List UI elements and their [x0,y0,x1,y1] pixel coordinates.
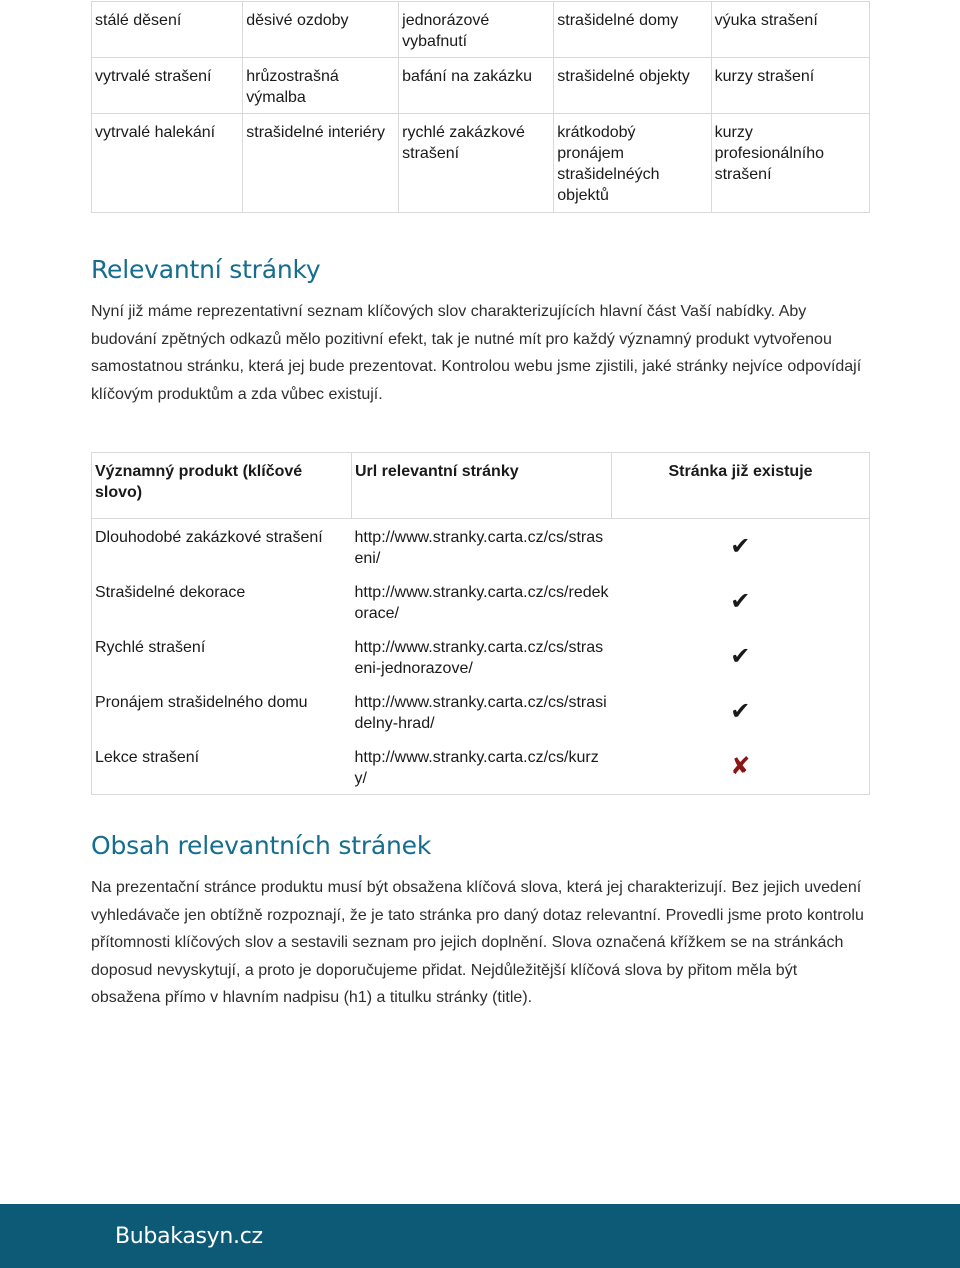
table-row [92,684,870,739]
check-icon: ✔ [612,574,870,629]
section-heading-relevant-pages: Relevantní stránky [91,255,321,284]
keyword-cell: vytrvalé strašení [92,58,243,114]
keyword-cell: hrůzostrašná výmalba [243,58,399,114]
product-cell: Strašidelné dekorace [92,574,352,629]
url-cell[interactable]: http://www.stranky.carta.cz/cs/redekorace/ [354,584,609,622]
keyword-cell: rychlé zakázkové strašení [399,114,554,213]
check-icon: ✔ [612,684,870,739]
footer-bar [0,1204,960,1268]
keyword-cell: kurzy profesionálního strašení [711,114,869,213]
table-row [92,739,870,795]
section-heading-page-content: Obsah relevantních stránek [91,831,432,860]
keyword-cell: děsivé ozdoby [243,2,399,58]
table-row [92,519,870,575]
section-paragraph-page-content: Na prezentační stránce produktu musí být obsažena klíčová slova, která jej charakterizují. Bez jejich uvedení vyhledávače jen obtížně rozpoznají, že je tato stránka pro daný dotaz relevantní. Provedli jsme proto kontrolu přítomnosti klíčových slov a sestavili seznam pro jejich doplnění. Slova označená křížkem se na stránkách doposud nevyskytují, a proto je doporučujeme přidat. Nejdůležitější klíčová slova by přitom měla být obsažena přímo v hlavním nadpisu (h1) a titulku stránky (title). [91,879,864,1006]
column-header-url: Url relevantní stránky [352,453,612,519]
keyword-cell: kurzy strašení [711,58,869,114]
product-cell: Lekce strašení [92,739,352,795]
keyword-cell: strašidelné domy [554,2,711,58]
cross-icon: ✘ [612,739,870,795]
table-header-row [92,453,870,519]
url-cell[interactable]: http://www.stranky.carta.cz/cs/strasidelny-hrad/ [354,694,607,732]
keyword-row [92,58,870,114]
keyword-table [91,1,870,213]
keyword-cell: krátkodobý pronájem strašidelnéých objektů [554,114,711,213]
product-cell: Pronájem strašidelného domu [92,684,352,739]
url-cell[interactable]: http://www.stranky.carta.cz/cs/straseni/ [354,529,604,567]
url-cell[interactable]: http://www.stranky.carta.cz/cs/straseni-jednorazove/ [354,639,604,677]
column-header-exists: Stránka již existuje [612,453,870,519]
section-paragraph-relevant-pages: Nyní již máme reprezentativní seznam klíčových slov charakterizujících hlavní část Vaší nabídky. Aby budování zpětných odkazů mělo pozitivní efekt, tak je nutné mít pro každý významný produkt vytvořenou samostatnou stránku, která jej bude prezentovat. Kontrolou webu jsme zjistili, jaké stránky nejvíce odpovídají klíčovým produktům a zda vůbec existují. [91,303,862,403]
table-row [92,629,870,684]
table-row [92,574,870,629]
keyword-cell: výuka strašení [711,2,869,58]
product-cell: Dlouhodobé zakázkové strašení [92,519,352,575]
keyword-cell: vytrvalé halekání [92,114,243,213]
check-icon: ✔ [612,519,870,575]
keyword-cell: strašidelné objekty [554,58,711,114]
product-cell: Rychlé strašení [92,629,352,684]
keyword-cell: stálé děsení [92,2,243,58]
keyword-cell: strašidelné interiéry [243,114,399,213]
keyword-cell: bafání na zakázku [399,58,554,114]
keyword-cell: jednorázové vybafnutí [399,2,554,58]
column-header-product: Významný produkt (klíčové slovo) [92,453,352,519]
url-cell[interactable]: http://www.stranky.carta.cz/cs/kurzy/ [352,739,612,795]
keyword-row [92,2,870,58]
check-icon: ✔ [612,629,870,684]
footer-brand: Bubakasyn.cz [115,1224,263,1249]
relevant-pages-table [91,452,870,795]
keyword-row [92,114,870,213]
